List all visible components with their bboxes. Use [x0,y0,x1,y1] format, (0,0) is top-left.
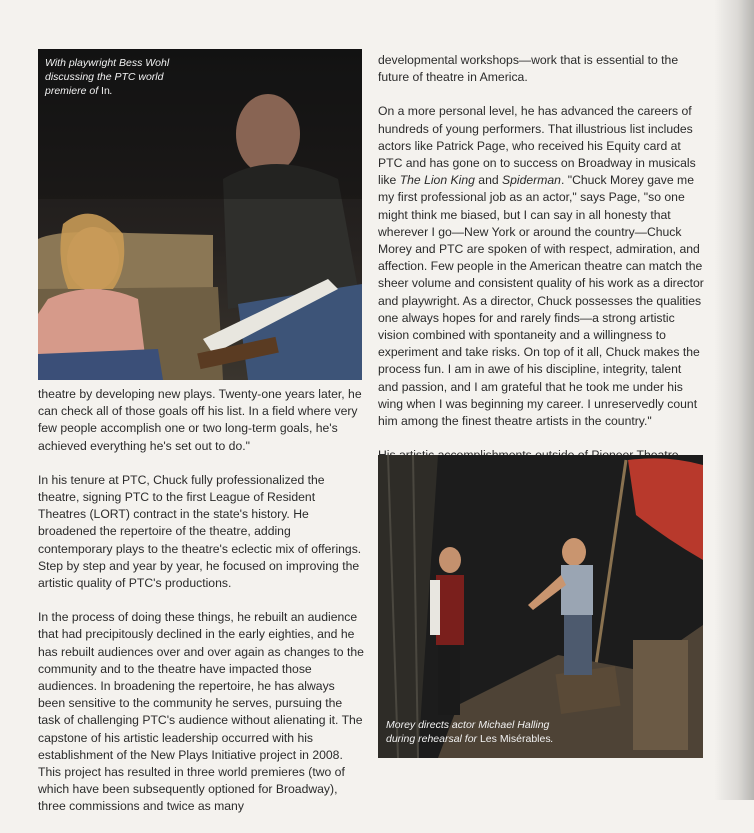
paragraph: In his tenure at PTC, Chuck fully professionalized the theatre, signing PTC to the first League of Resident Theatres (LORT) contract in the state's history. He broadened the repertoire of the theatre, adding contemporary plays to the theatre's eclectic mix of offerings. Step by step and year by year, he focused on improving the artistic quality of PTC's productions. [38,472,362,591]
caption-punctuation: . [109,85,113,97]
page-gutter-shadow [714,0,754,800]
musical-title: The Lion King [399,173,475,188]
caption-play-title: Les Misérables [479,733,551,745]
paragraph-text: On a more personal level, he has advanced the careers of hundreds of young performers. That illustrious list includes actors like Patrick Page, who received his Equity card at PTC and has gone on to success on Broadway in musicals like [378,104,696,188]
caption-play-title: In [101,85,110,97]
caption-line: during rehearsal for [386,733,480,745]
photo-les-miserables-rehearsal [378,455,703,758]
photo-caption [386,718,646,746]
photo-playwright-discussion [38,49,362,380]
paragraph: theatre by developing new plays. Twenty-one years later, he can check all of those goals off his list. In a field where very few people accomplish one or two long-term goals, he's achieved everything he's set out to do." [38,387,362,453]
paragraph: developmental workshops—work that is essential to the future of theatre in America. [378,53,679,85]
photo-les-miserables-rehearsal-image [378,455,703,758]
musical-title: Spiderman [502,173,561,188]
photo-playwright-discussion-image [38,49,362,380]
paragraph-text: . "Chuck Morey gave me my first professional job as an actor," says Page, "so one might think me biased, but I can say in all honesty that wherever I go—New York or around the country—Chuck Morey and PTC are spoken of with respect, admiration, and affection. Few people in the American theatre can match the sheer volume and consistent quality of his work as a director and playwright. As a director, Chuck possesses the qualities one always hopes for and rarely finds—a strong artistic vision combined with spontaneity and a willingness to experiment and take risks. On top of it all, Chuck makes the process fun. I am in awe of his discipline, integrity, talent and passion, and I am grateful that he took me under his wing when I was beginning my career. I unreservedly count him among the finest theatre artists in the country." [378,173,704,429]
photo-caption [45,56,220,98]
caption-line: discussing the PTC world [45,71,164,83]
right-column-text [378,52,704,516]
caption-punctuation: . [550,733,554,745]
paragraph-text: and [474,173,503,188]
caption-line: With playwright Bess Wohl [45,57,170,69]
caption-line: Morey directs actor Michael Halling [386,719,550,731]
paragraph [378,103,704,430]
caption-line: premiere of [45,85,102,97]
left-column-text [38,386,364,833]
paragraph: In the process of doing these things, he rebuilt an audience that had precipitously declined in the early eighties, and he has rebuilt audiences over and over again as changes to the community and to the theatre have impacted those audiences. In broadening the repertoire, he has always been sensitive to the community he serves, pursuing the task of challenging PTC's audience without alienating it. The capstone of his artistic leadership occurred with his establishment of the New Plays Initiative project in 2008. This project has resulted in three world premieres (two of which have been subsequently optioned for Broadway), three commissions and twice as many [38,610,364,814]
